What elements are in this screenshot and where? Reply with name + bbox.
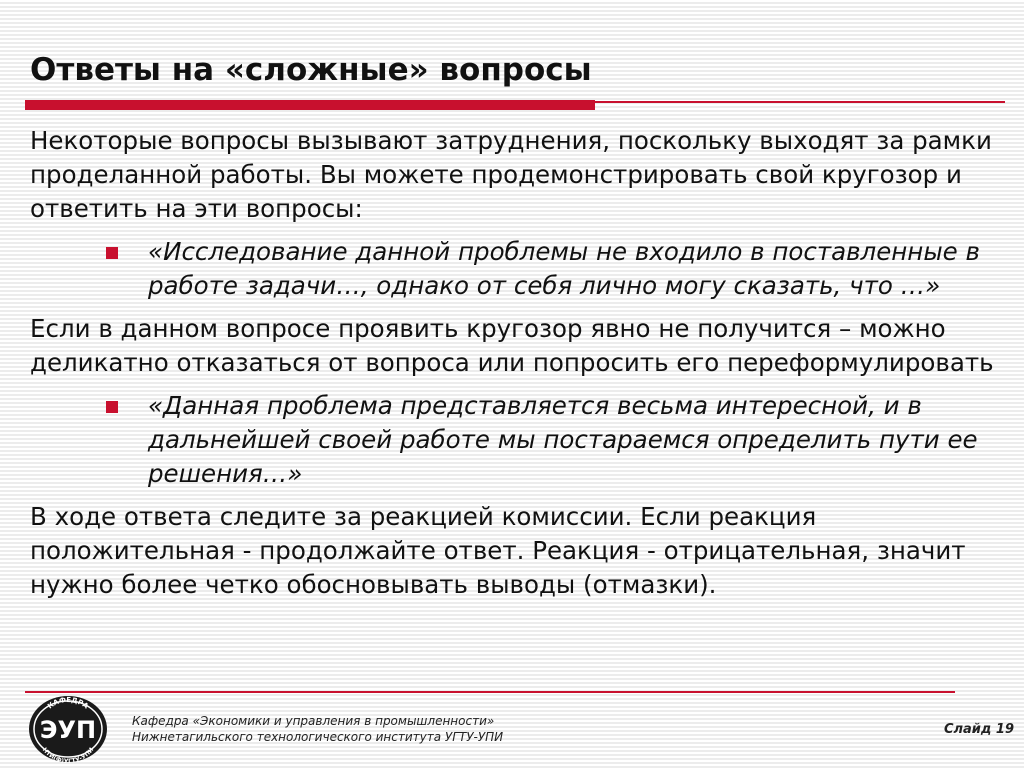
- footer-divider-line: [25, 691, 955, 693]
- bullet-square-icon: [106, 247, 118, 259]
- logo-main-text: ЭУП: [39, 716, 97, 744]
- slide-body: [30, 124, 1000, 611]
- logo-top-text: КАФЕДРА: [46, 695, 90, 711]
- footer-department-text: [132, 713, 503, 745]
- bullet-square-icon: [106, 401, 118, 413]
- quote-text-2: «Данная проблема представляется весьма интересной, и в дальнейшей своей работе мы постараемся определить пути ее решения…»: [148, 391, 978, 488]
- slide-number: Слайд 19: [943, 722, 1014, 737]
- title-underline-thin-line: [595, 101, 1005, 103]
- title-underline-bar: [25, 100, 595, 110]
- footer-line-1: Кафедра «Экономики и управления в промышленности»: [132, 714, 495, 728]
- footer-line-2: Нижнетагильского технологического института УГТУ-УПИ: [132, 730, 504, 744]
- body-paragraph-2: Если в данном вопросе проявить кругозор явно не получится – можно деликатно отказаться от вопроса или попросить его переформулировать: [30, 314, 994, 377]
- body-paragraph-3: В ходе ответа следите за реакцией комиссии. Если реакция положительная - продолжайте ответ. Реакция - отрицательная, значит нужно более четко обосновывать выводы (отмазки).: [30, 502, 966, 599]
- quote-bullet-2: [30, 389, 988, 491]
- body-paragraph-1: Некоторые вопросы вызывают затруднения, поскольку выходят за рамки проделанной работы. Вы можете продемонстрировать свой кругозор и ответить на эти вопросы:: [30, 126, 992, 223]
- quote-bullet-1: [30, 235, 988, 303]
- slide-title: Ответы на «сложные» вопросы: [30, 52, 592, 88]
- quote-text-1: «Исследование данной проблемы не входило в поставленные в работе задачи…, однако от себя лично могу сказать, что …»: [148, 237, 980, 300]
- logo-bottom-text: НТИ(Ф)УГТУ-УПИ: [40, 746, 96, 764]
- department-logo: [27, 694, 109, 764]
